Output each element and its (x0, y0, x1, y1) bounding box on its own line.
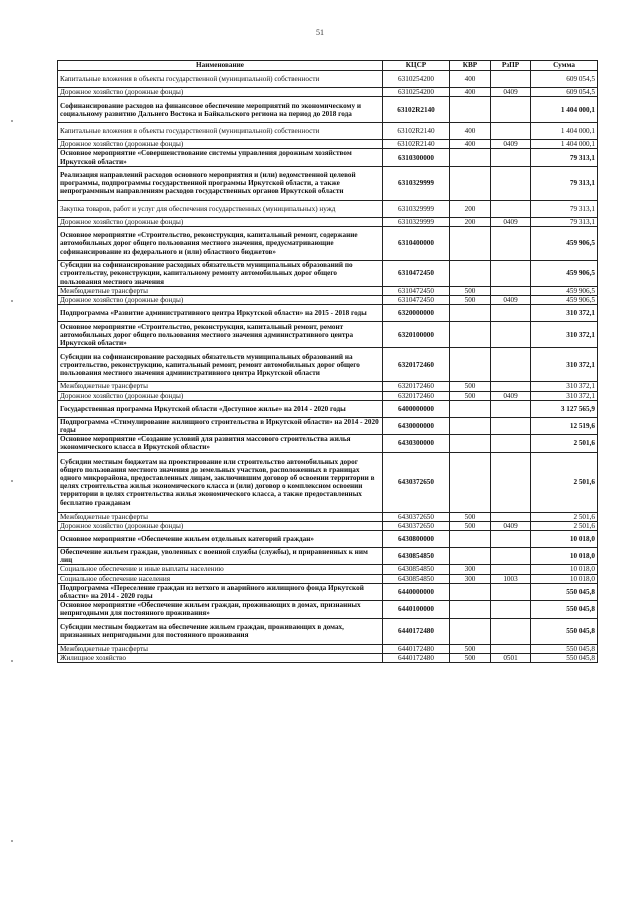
table-row (58, 305, 598, 322)
cell-rzpr (491, 287, 531, 296)
cell-kvr (450, 452, 491, 512)
table-row (58, 644, 598, 653)
cell-name: Дорожное хозяйство (дорожные фонды) (58, 88, 383, 97)
table-row (58, 227, 598, 261)
cell-name: Межбюджетные трансферты (58, 287, 383, 296)
cell-kcsr: 6310472450 (383, 296, 450, 305)
cell-rzpr: 0409 (491, 88, 531, 97)
cell-rzpr: 1003 (491, 574, 531, 583)
cell-kcsr: 6310329999 (383, 200, 450, 217)
table-body (58, 71, 598, 663)
cell-rzpr (491, 531, 531, 548)
table-row (58, 166, 598, 200)
cell-sum: 79 313,1 (531, 217, 598, 226)
cell-kvr: 200 (450, 200, 491, 217)
cell-name: Дорожное хозяйство (дорожные фонды) (58, 296, 383, 305)
cell-name: Социальное обеспечение населения (58, 574, 383, 583)
cell-sum: 310 372,1 (531, 322, 598, 348)
cell-kcsr: 63102R2140 (383, 140, 450, 149)
cell-kvr (450, 601, 491, 618)
cell-sum: 310 372,1 (531, 382, 598, 391)
table-row (58, 521, 598, 530)
cell-kvr: 500 (450, 296, 491, 305)
cell-name: Подпрограмма «Переселение граждан из ветхого и аварийного жилищного фонда Иркутской области» на 2014 - 2020 годы (58, 583, 383, 600)
cell-sum: 310 372,1 (531, 391, 598, 400)
cell-name: Основное мероприятие «Строительство, реконструкция, капитальный ремонт, содержание автомобильных дорог общего пользования местного значения, предусматривающие софинансирование из федерального и (или) областного бюджетов» (58, 227, 383, 261)
cell-sum: 10 018,0 (531, 574, 598, 583)
cell-rzpr: 0409 (491, 296, 531, 305)
table-row (58, 601, 598, 618)
binding-hole (11, 480, 13, 482)
binding-hole (11, 840, 13, 842)
cell-name: Государственная программа Иркутской области «Доступное жилье» на 2014 - 2020 годы (58, 400, 383, 417)
table-row (58, 88, 598, 97)
header-sum: Сумма (531, 61, 598, 71)
cell-rzpr (491, 166, 531, 200)
cell-rzpr (491, 322, 531, 348)
cell-kvr: 300 (450, 574, 491, 583)
cell-name: Реализация направлений расходов основного мероприятия и (или) ведомственной целевой программы, подпрограммы государственной программы Иркутской области, а также непрограммным направлениям расходов государственных органов Иркутской области (58, 166, 383, 200)
cell-kcsr: 6440000000 (383, 583, 450, 600)
table-row (58, 618, 598, 644)
binding-hole (11, 660, 13, 662)
cell-sum: 10 018,0 (531, 548, 598, 565)
cell-rzpr (491, 583, 531, 600)
cell-name: Дорожное хозяйство (дорожные фонды) (58, 140, 383, 149)
header-rzpr: РзПР (491, 61, 531, 71)
cell-sum: 550 045,8 (531, 618, 598, 644)
cell-name: Жилищное хозяйство (58, 653, 383, 662)
cell-kcsr: 63102R2140 (383, 123, 450, 140)
cell-kvr (450, 400, 491, 417)
table-row (58, 417, 598, 434)
table-row (58, 435, 598, 452)
cell-kvr: 400 (450, 123, 491, 140)
cell-sum: 1 404 000,1 (531, 140, 598, 149)
cell-rzpr (491, 382, 531, 391)
cell-name: Межбюджетные трансферты (58, 644, 383, 653)
table-row (58, 322, 598, 348)
header-kcsr: КЦСР (383, 61, 450, 71)
cell-kcsr: 6440172480 (383, 644, 450, 653)
cell-name: Дорожное хозяйство (дорожные фонды) (58, 521, 383, 530)
cell-kvr: 500 (450, 382, 491, 391)
budget-table (57, 60, 598, 663)
cell-sum: 459 906,5 (531, 261, 598, 287)
cell-kcsr: 6310472450 (383, 261, 450, 287)
cell-rzpr (491, 601, 531, 618)
cell-kvr (450, 417, 491, 434)
cell-rzpr (491, 123, 531, 140)
cell-kvr: 400 (450, 88, 491, 97)
cell-rzpr (491, 348, 531, 382)
cell-rzpr (491, 149, 531, 166)
cell-kcsr: 6430854850 (383, 574, 450, 583)
cell-rzpr: 0501 (491, 653, 531, 662)
cell-kcsr: 6310254200 (383, 71, 450, 88)
cell-kvr (450, 305, 491, 322)
cell-name: Социальное обеспечение и иные выплаты населению (58, 565, 383, 574)
cell-rzpr: 0409 (491, 217, 531, 226)
table-row (58, 583, 598, 600)
cell-kvr (450, 548, 491, 565)
table-row (58, 261, 598, 287)
cell-kcsr: 6310400000 (383, 227, 450, 261)
cell-kcsr: 63102R2140 (383, 97, 450, 123)
cell-sum: 2 501,6 (531, 452, 598, 512)
cell-kcsr: 6430300000 (383, 435, 450, 452)
cell-kcsr: 6430372650 (383, 452, 450, 512)
table-row (58, 97, 598, 123)
cell-kvr: 400 (450, 71, 491, 88)
table-row (58, 382, 598, 391)
cell-name: Капитальные вложения в объекты государственной (муниципальной) собственности (58, 71, 383, 88)
cell-sum: 550 045,8 (531, 653, 598, 662)
table-row (58, 512, 598, 521)
table-row (58, 123, 598, 140)
table-row (58, 548, 598, 565)
cell-kcsr: 6310472450 (383, 287, 450, 296)
cell-rzpr (491, 512, 531, 521)
cell-kcsr: 6310329999 (383, 166, 450, 200)
cell-name: Подпрограмма «Развитие административного центра Иркутской области» на 2015 - 2018 годы (58, 305, 383, 322)
cell-rzpr (491, 261, 531, 287)
cell-kcsr: 6320172460 (383, 391, 450, 400)
cell-name: Основное мероприятие «Обеспечение жильем граждан, проживающих в домах, признанных непригодными для постоянного проживания» (58, 601, 383, 618)
cell-name: Основное мероприятие «Строительство, реконструкция, капитальный ремонт, ремонт автомобильных дорог общего пользования местного значения административного центра Иркутской области» (58, 322, 383, 348)
cell-kvr: 500 (450, 653, 491, 662)
cell-sum: 609 054,5 (531, 88, 598, 97)
cell-sum: 12 519,6 (531, 417, 598, 434)
cell-sum: 310 372,1 (531, 305, 598, 322)
cell-rzpr (491, 565, 531, 574)
cell-name: Капитальные вложения в объекты государственной (муниципальной) собственности (58, 123, 383, 140)
table-row (58, 149, 598, 166)
cell-rzpr: 0409 (491, 140, 531, 149)
table-row (58, 140, 598, 149)
cell-name: Дорожное хозяйство (дорожные фонды) (58, 217, 383, 226)
cell-sum: 1 404 000,1 (531, 97, 598, 123)
cell-kvr (450, 618, 491, 644)
cell-name: Основное мероприятие «Создание условий для развития массового строительства жилья экономического класса в Иркутской области» (58, 435, 383, 452)
cell-kcsr: 6430800000 (383, 531, 450, 548)
cell-name: Софинансирование расходов на финансовое обеспечение мероприятий по экономическому и социальному развитию Дальнего Востока и Байкальского региона на период до 2018 года (58, 97, 383, 123)
cell-rzpr (491, 435, 531, 452)
cell-name: Обеспечение жильем граждан, уволенных с военной службы (службы), и приравненных к ним лиц (58, 548, 383, 565)
cell-rzpr (491, 400, 531, 417)
cell-name: Основное мероприятие «Совершенствование системы управления дорожным хозяйством Иркутской области» (58, 149, 383, 166)
cell-sum: 459 906,5 (531, 296, 598, 305)
cell-sum: 2 501,6 (531, 435, 598, 452)
cell-kvr: 300 (450, 565, 491, 574)
cell-kvr: 500 (450, 644, 491, 653)
cell-kcsr: 6430000000 (383, 417, 450, 434)
cell-kcsr: 6320000000 (383, 305, 450, 322)
cell-kcsr: 6310329999 (383, 217, 450, 226)
cell-sum: 79 313,1 (531, 200, 598, 217)
cell-kcsr: 6430854850 (383, 548, 450, 565)
cell-kvr: 400 (450, 140, 491, 149)
cell-rzpr: 0409 (491, 391, 531, 400)
cell-sum: 2 501,6 (531, 512, 598, 521)
cell-rzpr (491, 618, 531, 644)
binding-hole (11, 300, 13, 302)
cell-sum: 550 045,8 (531, 644, 598, 653)
cell-rzpr (491, 417, 531, 434)
cell-kcsr: 6320100000 (383, 322, 450, 348)
cell-name: Межбюджетные трансферты (58, 512, 383, 521)
cell-sum: 79 313,1 (531, 149, 598, 166)
cell-kvr (450, 149, 491, 166)
header-kvr: КВР (450, 61, 491, 71)
table-row (58, 391, 598, 400)
cell-rzpr (491, 71, 531, 88)
table-row (58, 348, 598, 382)
table-header-row (58, 61, 598, 71)
cell-kcsr: 6310300000 (383, 149, 450, 166)
cell-sum: 310 372,1 (531, 348, 598, 382)
cell-rzpr (491, 200, 531, 217)
table-row (58, 71, 598, 88)
cell-kcsr: 6310254200 (383, 88, 450, 97)
cell-name: Закупка товаров, работ и услуг для обеспечения государственных (муниципальных) нужд (58, 200, 383, 217)
cell-kcsr: 6440100000 (383, 601, 450, 618)
cell-kvr: 500 (450, 512, 491, 521)
cell-name: Субсидии местным бюджетам на проектирование или строительство автомобильных дорог общего пользования местного значения до земельных участков, расположенных в границах одного микрорайона, предоставленных лицам, заключившим договор об освоении территории в целях строительства жилья экономического класса и (или) договор о комплексном освоении территории в целях строительства жилья экономического класса, а также предоставленных бесплатно гражданам (58, 452, 383, 512)
cell-rzpr (491, 227, 531, 261)
table-row (58, 452, 598, 512)
cell-kcsr: 6430372650 (383, 521, 450, 530)
cell-name: Межбюджетные трансферты (58, 382, 383, 391)
table-row (58, 200, 598, 217)
cell-kvr: 200 (450, 217, 491, 226)
cell-kvr (450, 435, 491, 452)
cell-kvr (450, 97, 491, 123)
cell-kvr (450, 348, 491, 382)
cell-kcsr: 6320172460 (383, 382, 450, 391)
cell-sum: 1 404 000,1 (531, 123, 598, 140)
table-row (58, 574, 598, 583)
cell-sum: 3 127 565,9 (531, 400, 598, 417)
cell-rzpr: 0409 (491, 521, 531, 530)
cell-kcsr: 6440172480 (383, 653, 450, 662)
cell-kcsr: 6440172480 (383, 618, 450, 644)
cell-sum: 10 018,0 (531, 565, 598, 574)
cell-rzpr (491, 644, 531, 653)
table-row (58, 531, 598, 548)
page-number: 51 (316, 28, 324, 37)
cell-name: Субсидии на софинансирование расходных обязательств муниципальных образований на строительство, реконструкцию, капитальный ремонт, ремонт автомобильных дорог общего пользования местного значения административного центра Иркутской области (58, 348, 383, 382)
table-row (58, 400, 598, 417)
cell-kvr (450, 166, 491, 200)
header-name: Наименование (58, 61, 383, 71)
table-row (58, 653, 598, 662)
cell-sum: 79 313,1 (531, 166, 598, 200)
cell-name: Подпрограмма «Стимулирование жилищного строительства в Иркутской области» на 2014 - 2020 годы (58, 417, 383, 434)
cell-kvr: 500 (450, 391, 491, 400)
cell-rzpr (491, 305, 531, 322)
cell-kcsr: 6400000000 (383, 400, 450, 417)
cell-sum: 550 045,8 (531, 601, 598, 618)
cell-kvr (450, 583, 491, 600)
cell-name: Дорожное хозяйство (дорожные фонды) (58, 391, 383, 400)
binding-hole (11, 120, 13, 122)
cell-kvr (450, 261, 491, 287)
cell-kcsr: 6430372650 (383, 512, 450, 521)
cell-kvr (450, 322, 491, 348)
cell-sum: 609 054,5 (531, 71, 598, 88)
cell-sum: 459 906,5 (531, 227, 598, 261)
cell-kvr (450, 531, 491, 548)
cell-name: Основное мероприятие «Обеспечение жильем отдельных категорий граждан» (58, 531, 383, 548)
cell-sum: 550 045,8 (531, 583, 598, 600)
cell-sum: 10 018,0 (531, 531, 598, 548)
cell-kcsr: 6320172460 (383, 348, 450, 382)
cell-name: Субсидии местным бюджетам на обеспечение жильем граждан, проживающих в домах, признанных непригодными для постоянного проживания (58, 618, 383, 644)
cell-sum: 2 501,6 (531, 521, 598, 530)
cell-name: Субсидии на софинансирование расходных обязательств муниципальных образований по строительству, реконструкции, капитальному ремонту автомобильных дорог общего пользования местного значения (58, 261, 383, 287)
cell-rzpr (491, 548, 531, 565)
cell-rzpr (491, 452, 531, 512)
cell-rzpr (491, 97, 531, 123)
table-row (58, 287, 598, 296)
table-row (58, 217, 598, 226)
cell-kvr: 500 (450, 287, 491, 296)
cell-kvr (450, 227, 491, 261)
table-row (58, 565, 598, 574)
cell-kcsr: 6430854850 (383, 565, 450, 574)
cell-kvr: 500 (450, 521, 491, 530)
table-row (58, 296, 598, 305)
cell-sum: 459 906,5 (531, 287, 598, 296)
